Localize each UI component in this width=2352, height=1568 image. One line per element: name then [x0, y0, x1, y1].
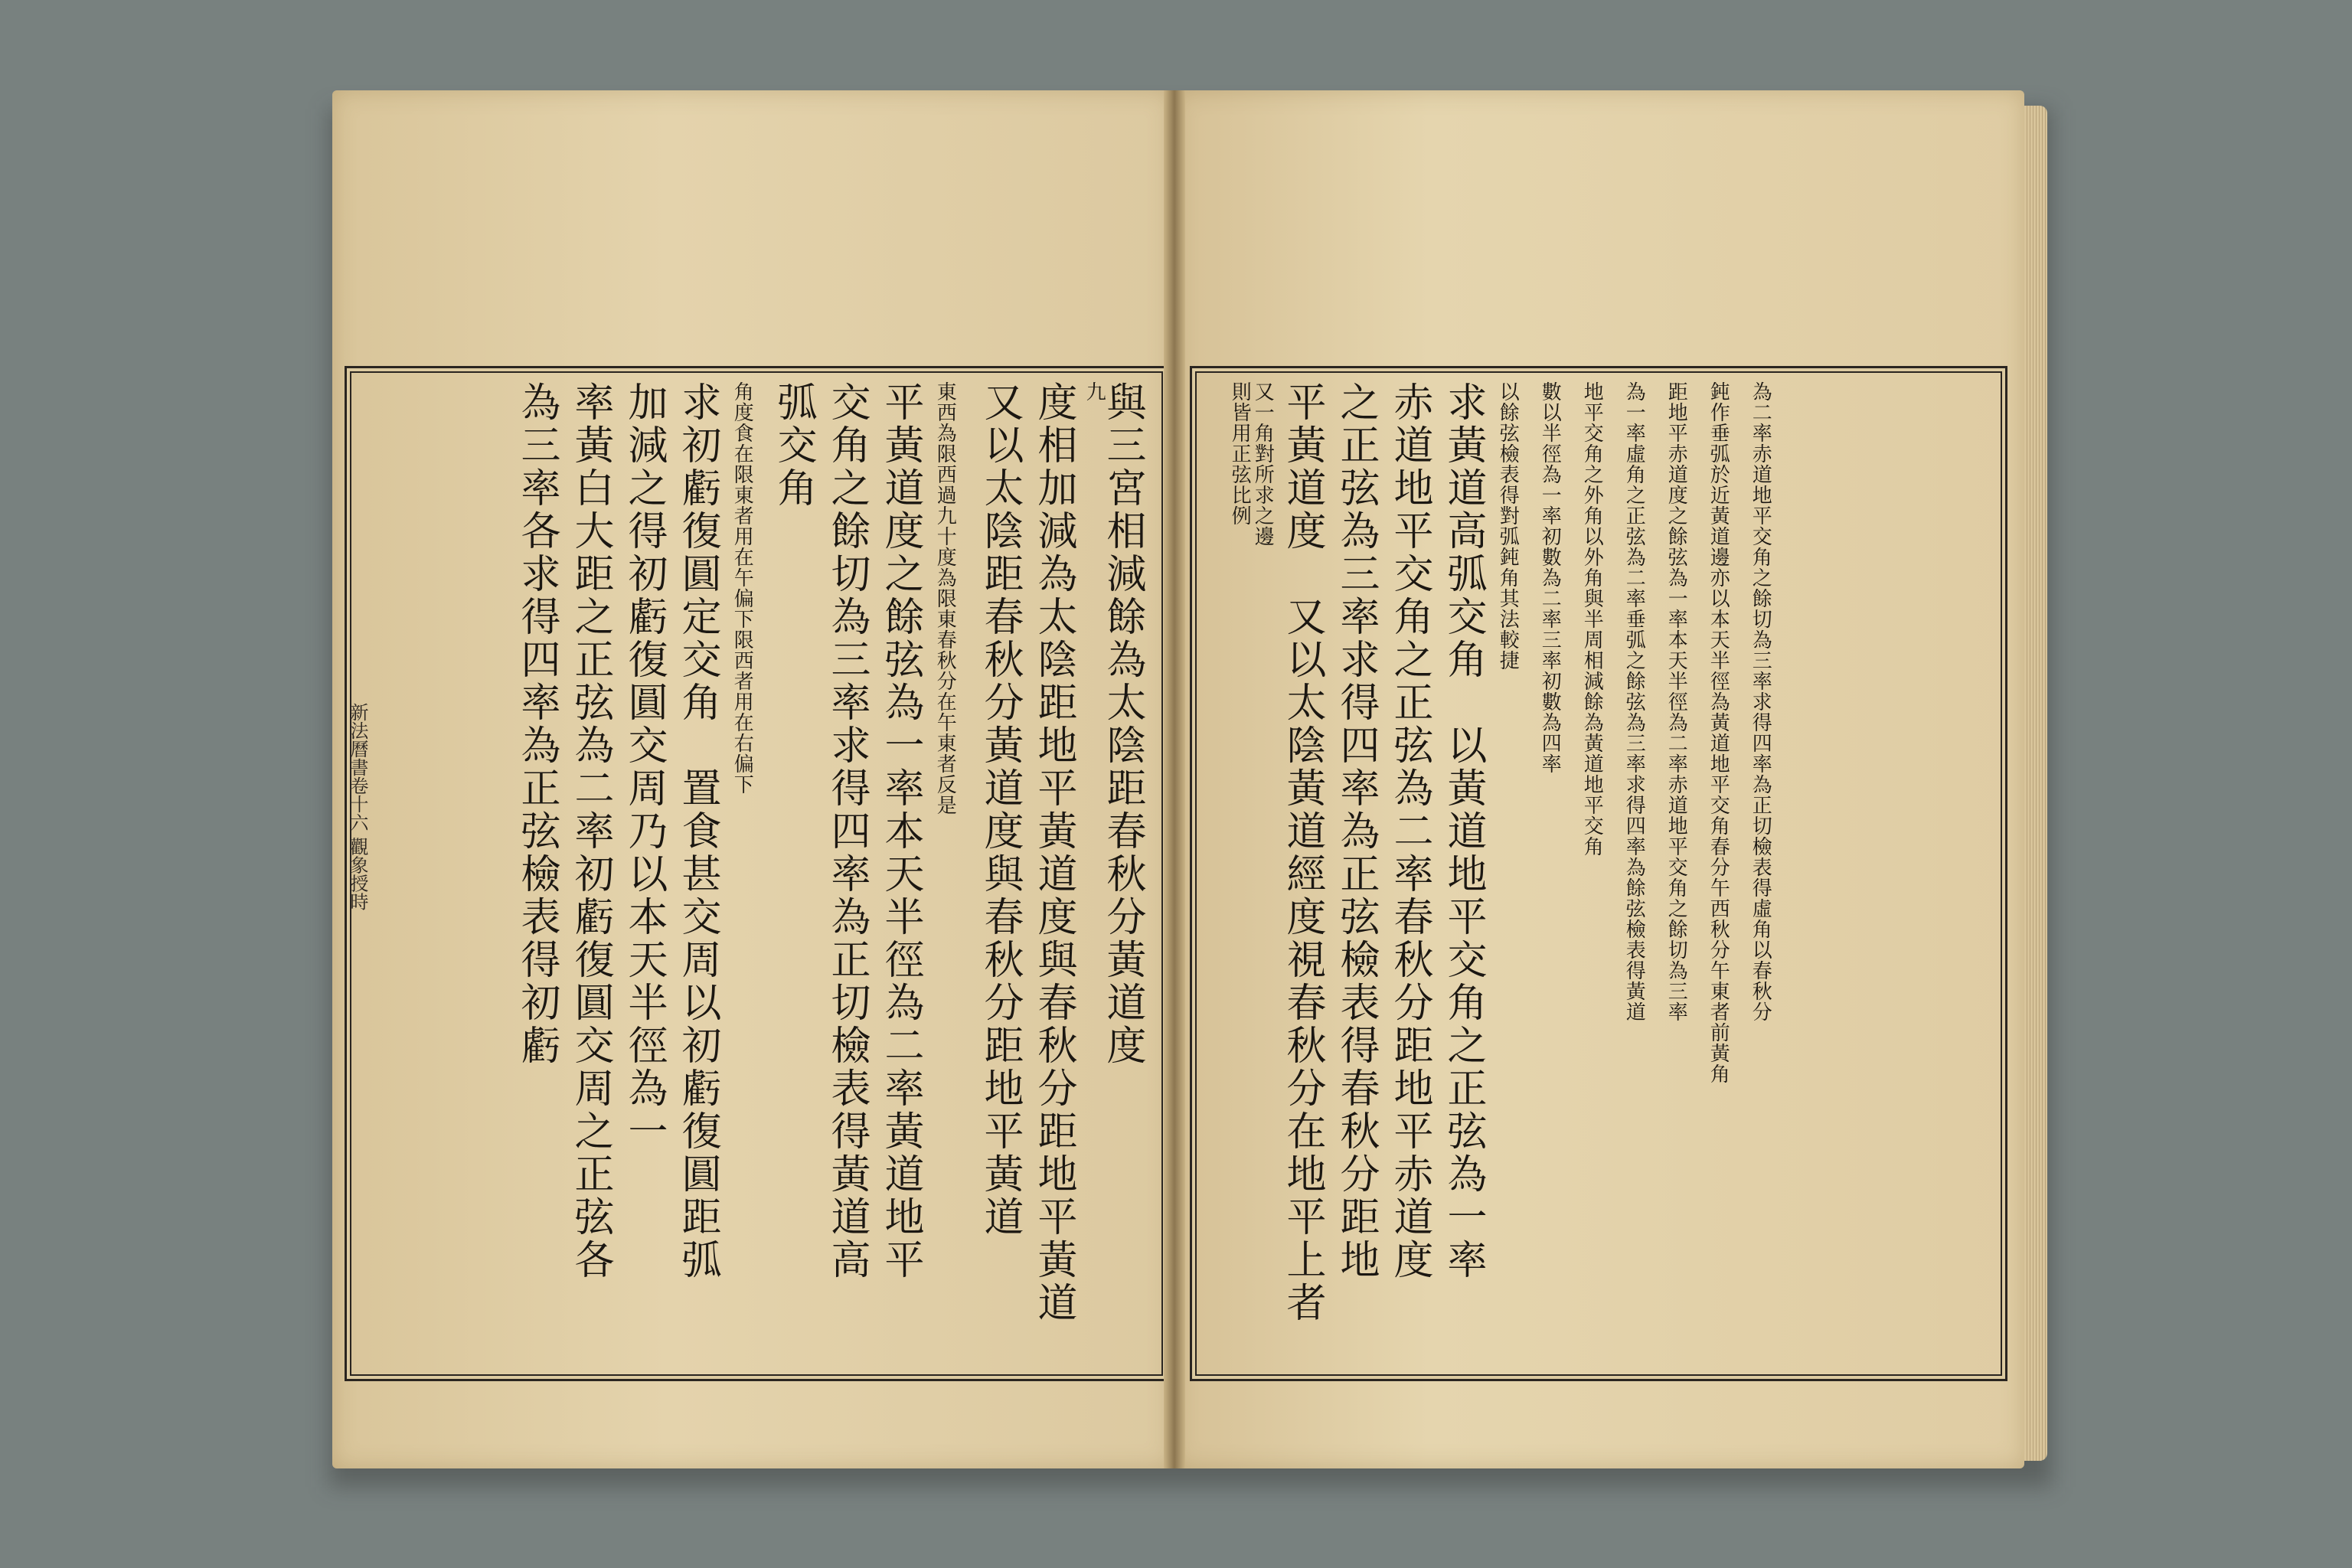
right-column-11: 距地平赤道度之餘弦為一率本天半徑為二率赤道地平交角之餘切為三率	[1664, 381, 1688, 1022]
right-column-6: 求黃道高弧交角 以黃道地平交角之正弦為一率	[1440, 381, 1486, 1282]
left-column-7: 交角之餘切為三率求得四率為正切檢表得黃道高	[824, 381, 870, 1282]
page-edge-stack	[2024, 106, 2047, 1461]
right-column-10: 為一率虛角之正弦為二率垂弧之餘弦為三率求得四率為餘弦檢表得黃道	[1622, 381, 1646, 1022]
left-column-6: 平黃道度之餘弦為一率本天半徑為二率黃道地平	[877, 381, 923, 1282]
right-column-5: 赤道地平交角之正弦為二率春秋分距地平赤道度	[1387, 381, 1432, 1282]
right-column-1: 則皆用正弦比例	[1228, 381, 1252, 526]
left-column-2: 九	[1083, 381, 1106, 402]
left-column-5: 東西為限西過九十度為限東春秋分在午東者反是	[933, 381, 957, 815]
left-column-3: 度相加減為太陰距地平黃道度與春秋分距地平黃道	[1031, 381, 1076, 1325]
left-column-1: 與三宮相減餘為太陰距春秋分黃道度	[1099, 381, 1145, 1067]
right-column-13: 為二率赤道地平交角之餘切為三率求得四率為正切檢表得虛角以春秋分	[1749, 381, 1772, 1022]
left-column-8: 弧交角	[770, 381, 816, 510]
right-column-8: 數以半徑為一率初數為二率三率初數為四率	[1538, 381, 1562, 774]
left-column-10: 求初虧復圓定交角 置食甚交周以初虧復圓距弧	[675, 381, 720, 1282]
left-column-4: 又以太陰距春秋分黃道度與春秋分距地平黃道	[977, 381, 1023, 1239]
left-spine-label: 新法曆書卷十六 觀象授時	[347, 703, 368, 911]
right-column-3: 平黃道度 又以太陰黃道經度視春秋分在地平上者	[1279, 381, 1325, 1325]
right-column-4: 之正弦為三率求得四率為正弦檢表得春秋分距地	[1333, 381, 1379, 1282]
right-column-7: 以餘弦檢表得對弧鈍角其法較捷	[1496, 381, 1520, 671]
left-column-13: 為三率各求得四率為正弦檢表得初虧	[514, 381, 560, 1067]
right-column-2: 又一角對所求之邊	[1251, 381, 1275, 547]
open-book	[314, 90, 2052, 1482]
left-column-11: 加減之得初虧復圓交周乃以本天半徑為一	[621, 381, 667, 1153]
right-column-12: 鈍作垂弧於近黃道邊亦以本天半徑為黃道地平交角春分午西秋分午東者前黃角	[1707, 381, 1730, 1084]
right-column-9: 地平交角之外角以外角與半周相減餘為黃道地平交角	[1580, 381, 1604, 857]
left-column-9: 角度食在限東者用在午偏下限西者用在右偏下	[730, 381, 754, 795]
book-gutter	[1164, 90, 1185, 1468]
left-column-12: 率黃白大距之正弦為二率初虧復圓交周之正弦各	[567, 381, 613, 1282]
